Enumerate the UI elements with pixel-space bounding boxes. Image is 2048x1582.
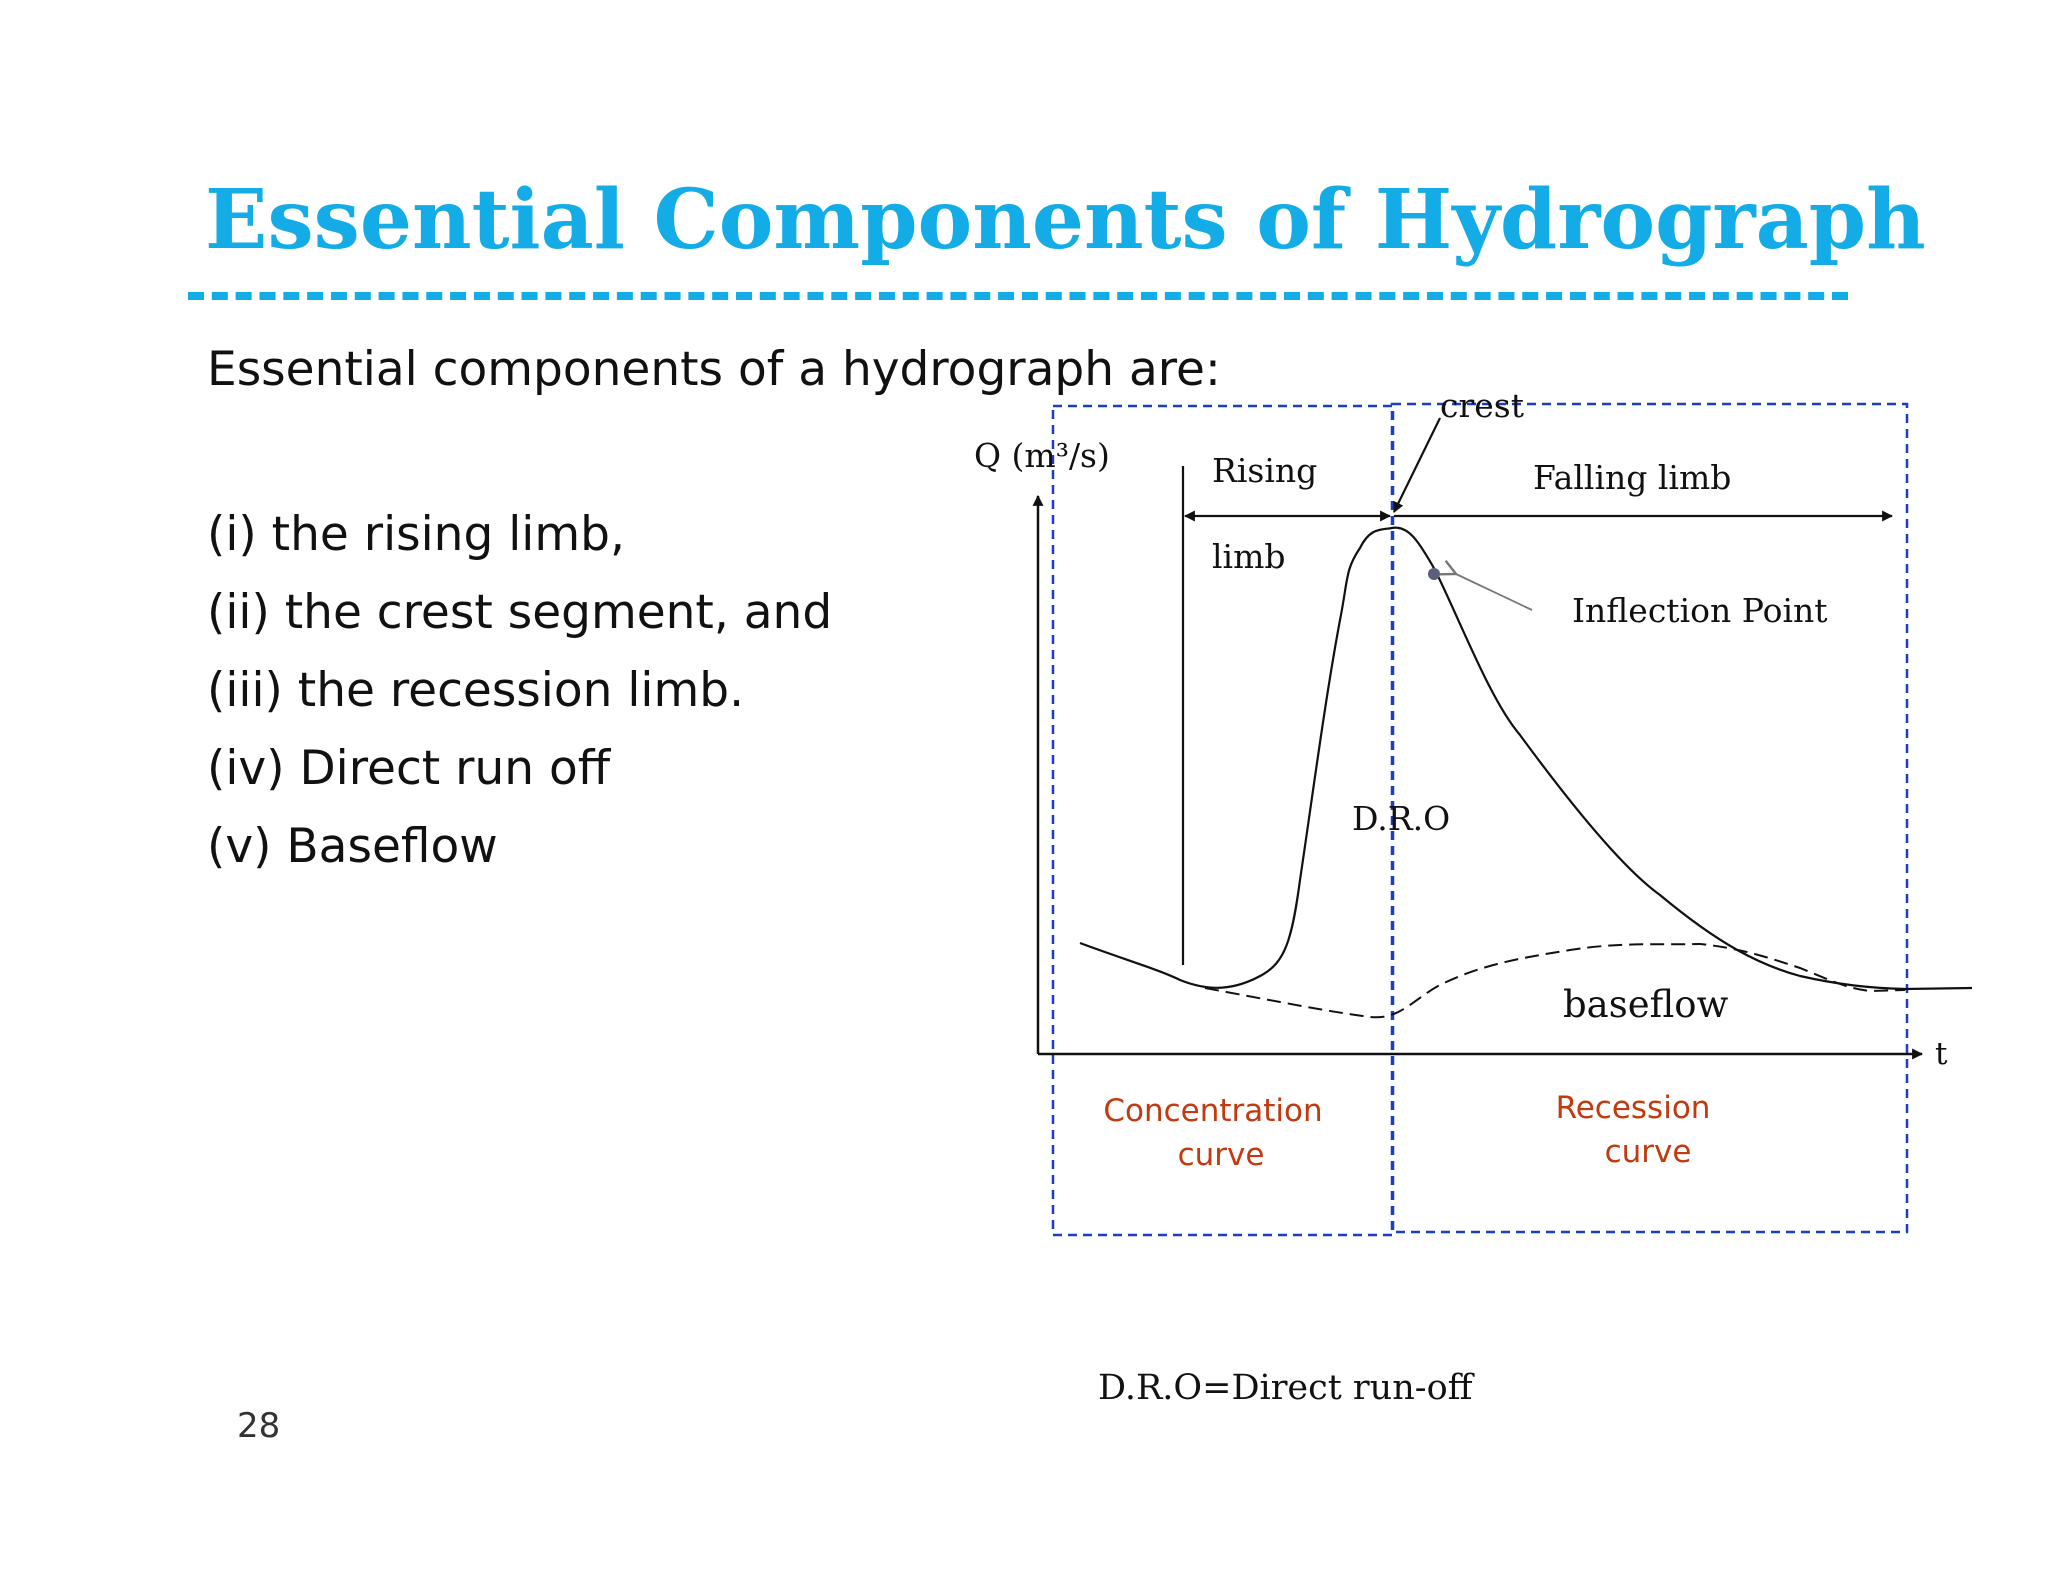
falling-limb-label: Falling limb	[1533, 458, 1732, 497]
crest-label: crest	[1440, 386, 1524, 425]
list-item: (iv) Direct run off	[207, 741, 611, 796]
dro-label: D.R.O	[1352, 799, 1451, 838]
inflection-point-label: Inflection Point	[1572, 591, 1828, 630]
page-number: 28	[237, 1406, 281, 1446]
inflection-point-dot	[1428, 568, 1440, 580]
list-item: (v) Baseflow	[207, 819, 498, 874]
hydrograph-curve	[1080, 528, 1972, 989]
recession-curve-label: Recession	[1555, 1090, 1711, 1126]
footnote: D.R.O=Direct run-off	[1098, 1368, 1473, 1408]
list-item: (ii) the crest segment, and	[207, 585, 833, 640]
y-axis-label: Q (m³/s)	[974, 436, 1110, 475]
recession-curve-label-2: curve	[1604, 1134, 1692, 1170]
x-axis-label: t	[1935, 1036, 1948, 1072]
concentration-curve-label: Concentration	[1103, 1093, 1323, 1129]
baseflow-curve	[1205, 944, 1905, 1017]
concentration-curve-label-2: curve	[1177, 1137, 1265, 1173]
intro-text: Essential components of a hydrograph are:	[207, 342, 1221, 397]
rising-limb-label: Rising	[1212, 451, 1318, 490]
slide-title: Essential Components of Hydrograph	[205, 172, 1926, 268]
baseflow-label: baseflow	[1563, 983, 1729, 1026]
inflection-pointer	[1456, 574, 1532, 610]
list-item: (iii) the recession limb.	[207, 663, 745, 718]
crest-pointer	[1394, 418, 1440, 512]
list-item: (i) the rising limb,	[207, 507, 625, 562]
rising-limb-label-2: limb	[1212, 537, 1286, 576]
